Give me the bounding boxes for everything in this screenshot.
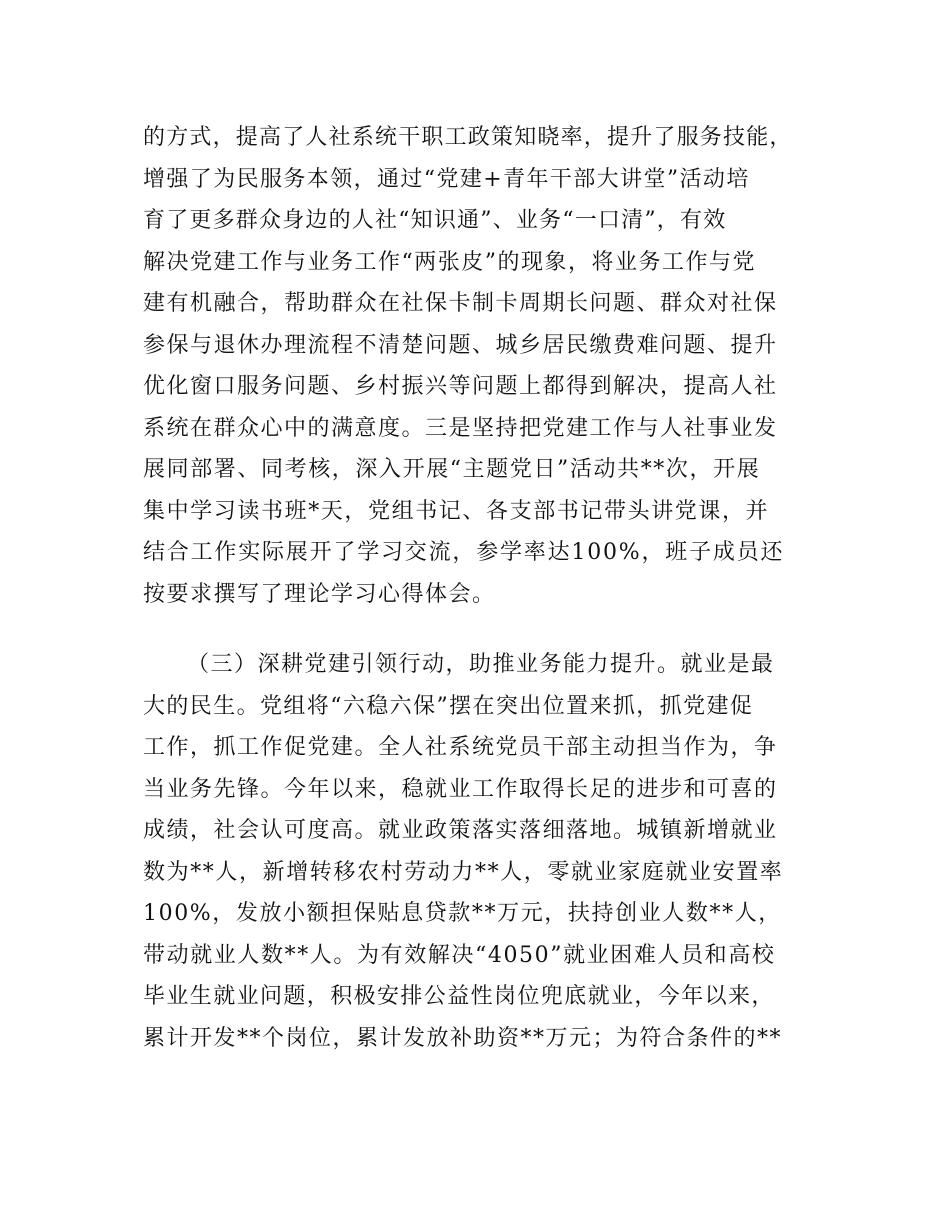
paragraph-2-line-2: 大的民生。党组将“六稳六保”摆在突出位置来抓，抓党建促 <box>143 693 754 719</box>
paragraph-1-line-9: 展同部署、同考核，深入开展“主题党日”活动共**次，开展 <box>143 457 761 482</box>
paragraph-1-line-10: 集中学习读书班*天，党组书记、各支部书记带头讲党课，并 <box>143 498 770 524</box>
paragraph-2-line-9: 毕业生就业问题，积极安排公益性岗位兜底就业，今年以来， <box>143 984 775 1009</box>
paragraph-2-line-10: 累计开发**个岗位，累计发放补助资**万元；为符合条件的** <box>143 1025 783 1051</box>
paragraph-1-line-12: 按要求撰写了理论学习心得体会。 <box>143 581 496 607</box>
paragraph-1-line-4: 解决党建工作与业务工作“两张皮”的现象，将业务工作与党 <box>143 249 756 275</box>
paragraph-2-line-6: 数为**人，新增转移农村劳动力**人，零就业家庭就业安置率 <box>143 859 784 885</box>
paragraph-1-line-8: 系统在群众心中的满意度。三是坚持把党建工作与人社事业发 <box>143 415 778 441</box>
paragraph-1-line-2: 增强了为民服务本领，通过“党建+青年干部大讲堂”活动培 <box>143 166 750 192</box>
paragraph-1 <box>143 117 823 615</box>
paragraph-1-line-1: 的方式，提高了人社系统干职工政策知晓率，提升了服务技能， <box>143 125 793 150</box>
paragraph-1-line-5: 建有机融合，帮助群众在社保卡制卡周期长问题、群众对社保 <box>143 291 778 316</box>
paragraph-2-line-5: 成绩，社会认可度高。就业政策落实落细落地。城镇新增就业 <box>143 818 778 843</box>
paragraph-2-line-4: 当业务先锋。今年以来，稳就业工作取得长足的进步和可喜的 <box>143 776 778 802</box>
paragraph-1-line-3: 育了更多群众身边的人社“知识通”、业务“一口清”，有效 <box>143 208 727 233</box>
paragraph-2-line-7: 100%，发放小额担保贴息贷款**万元，扶持创业人数**人， <box>143 901 782 926</box>
paragraph-2-line-8: 带动就业人数**人。为有效解决“4050”就业困难人员和高校 <box>143 942 776 968</box>
paragraph-2-line-3: 工作，抓工作促党建。全人社系统党员干部主动担当作为，争 <box>143 735 778 760</box>
paragraph-1-line-11: 结合工作实际展开了学习交流，参学率达100%，班子成员还 <box>143 540 785 565</box>
paragraph-2-line-1: （三）深耕党建引领行动，助推业务能力提升。就业是最 <box>187 652 775 677</box>
paragraph-1-line-6: 参保与退休办理流程不清楚问题、城乡居民缴费难问题、提升 <box>143 332 778 358</box>
paragraph-2 <box>143 644 823 1059</box>
paragraph-1-line-7: 优化窗口服务问题、乡村振兴等问题上都得到解决，提高人社 <box>143 374 778 399</box>
